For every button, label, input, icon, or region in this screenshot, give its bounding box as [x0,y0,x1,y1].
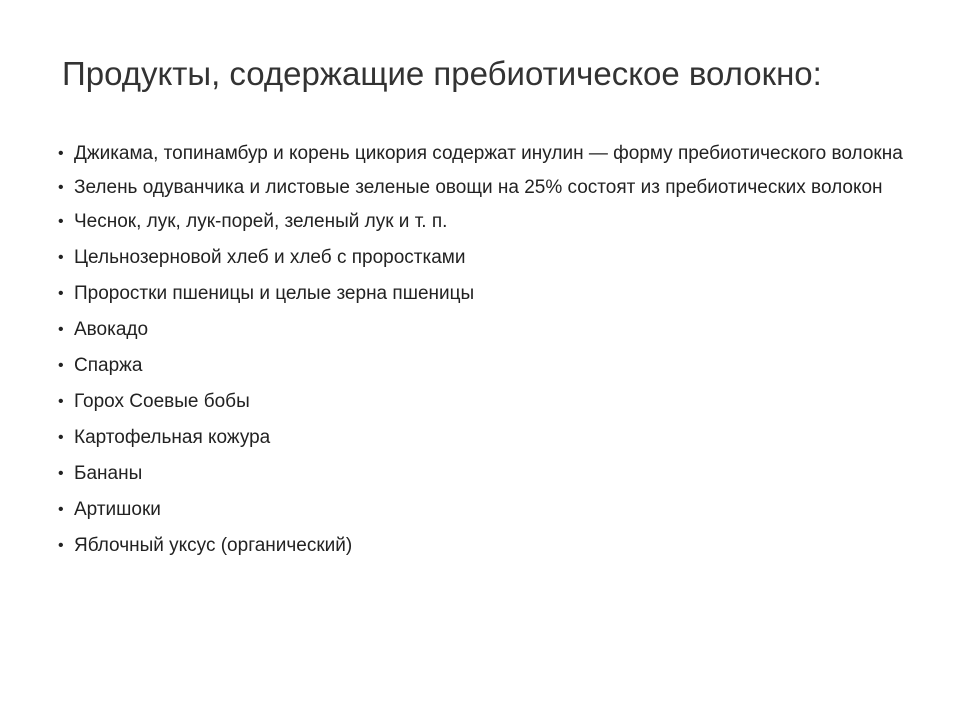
bullet-icon: • [58,145,64,162]
bullet-icon: • [58,249,64,266]
list-item [58,317,908,343]
list-item-text: Чеснок, лук, лук-порей, зеленый лук и т. п. [74,211,448,232]
bullet-icon: • [58,393,64,410]
list-item [58,245,908,271]
list-item [58,209,908,235]
list-item-text: Бананы [74,463,143,484]
bullet-icon: • [58,357,64,374]
list-item [58,497,908,523]
list-item-text: Яблочный уксус (органический) [74,535,353,556]
list-item [58,533,908,559]
bullet-icon: • [58,179,64,196]
list-item [58,281,908,307]
list-item [58,389,908,415]
list-item [58,141,908,167]
list-item [58,175,908,201]
list-item-text: Зелень одуванчика и листовые зеленые овощи на 25% состоят из пребиотических волокон [74,177,883,198]
bullet-icon: • [58,537,64,554]
list-item-text: Артишоки [74,499,161,520]
bullet-icon: • [58,465,64,482]
bullet-icon: • [58,501,64,518]
bullet-icon: • [58,285,64,302]
list-item-text: Горох Соевые бобы [74,391,250,412]
bullet-list [58,141,908,569]
slide-title: Продукты, содержащие пребиотическое волокно: [62,55,822,92]
list-item-text: Проростки пшеницы и целые зерна пшеницы [74,283,475,304]
list-item [58,461,908,487]
list-item [58,353,908,379]
bullet-icon: • [58,213,64,230]
list-item-text: Цельнозерновой хлеб и хлеб с проростками [74,247,466,268]
list-item-text: Джикама, топинамбур и корень цикория содержат инулин — форму пребиотического волокна [74,143,903,164]
bullet-icon: • [58,429,64,446]
list-item-text: Картофельная кожура [74,427,271,448]
list-item [58,425,908,451]
list-item-text: Авокадо [74,319,149,340]
list-item-text: Спаржа [74,355,143,376]
bullet-icon: • [58,321,64,338]
